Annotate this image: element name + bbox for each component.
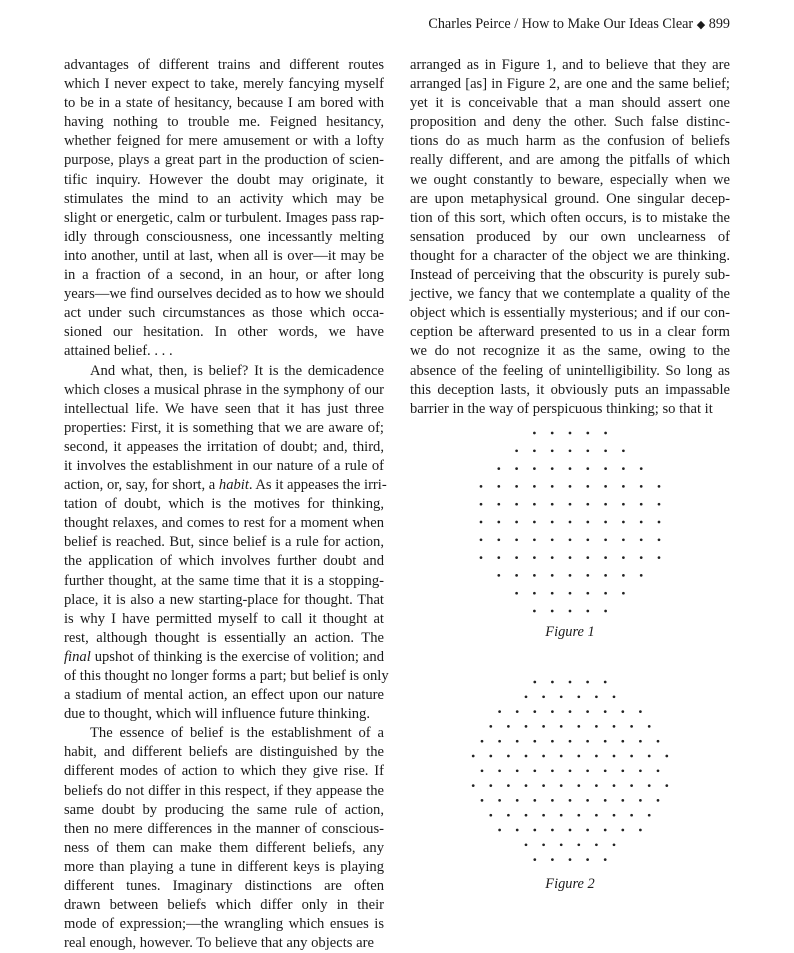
dot-mark [551,610,554,613]
dot-mark [604,467,607,470]
dot-mark [551,521,554,524]
dot-mark [560,755,563,758]
dot-mark [497,538,500,541]
dot-mark [551,740,554,743]
text-line: advantages of different trains and different routes [64,57,384,73]
dot-mark [560,725,563,728]
dot-mark [604,610,607,613]
dot-mark [639,829,642,832]
text-line: ception be afterward presented to us in a clear form [410,324,730,341]
dot-mark [630,814,633,817]
dot-mark [569,432,572,435]
dot-mark [516,799,519,802]
dot-mark [622,521,625,524]
text-line: The essence of belief is the establishment of a [90,725,384,742]
figure-1-caption: Figure 1 [545,624,595,640]
dot-mark [586,556,589,559]
dot-mark [604,769,607,772]
text-line: thought for a character of the object we are thinking. [410,247,730,264]
dot-mark [586,449,589,452]
dot-mark [569,799,572,802]
text-line: Instead of perceiving that the obscurity is purely sub- [410,267,730,284]
dot-mark [622,449,625,452]
dot-mark [613,755,616,758]
dot-mark [621,769,624,772]
dot-mark [640,503,643,506]
dot-mark [533,485,536,488]
dot-mark [569,681,572,684]
text-line: having nothing to trouble me. Feigned hesitancy, [64,114,384,131]
page-number: 899 [708,16,730,32]
dot-mark [533,769,536,772]
dot-mark [551,432,554,435]
dot-mark [658,521,661,524]
text-line: further thought, at the same time that it is a stopping- [64,572,384,589]
dot-mark [586,485,589,488]
dot-mark [533,449,536,452]
dot-mark [569,556,572,559]
dot-mark [551,538,554,541]
dot-mark [622,574,625,577]
text-line: ness of them can make them different beliefs, any [64,839,384,856]
text-line: drawn between beliefs which differ only in their [64,897,384,914]
text-line: intellectual life. We have seen that it has just three [64,400,384,417]
dot-mark [516,710,519,713]
dot-mark [640,521,643,524]
header-separator: / [514,16,519,32]
dot-mark [586,769,589,772]
text-line: And what, then, is belief? It is the demicadence [90,362,384,379]
dot-mark [569,610,572,613]
dot-mark [604,799,607,802]
dot-mark [497,521,500,524]
figure-1-dots [410,424,730,620]
dot-mark [515,521,518,524]
dot-mark [604,829,607,832]
text-line: attained belief. . . . [64,343,173,360]
dot-mark [515,485,518,488]
text-line: belief is reached. But, since belief is a rule for action, [64,534,384,551]
dot-mark [630,725,633,728]
text-line: mode of expression;—the wrangling which ensues is [64,916,384,933]
dot-mark [542,755,545,758]
text-line: sensation produced by our own unclearness of [410,228,730,245]
text-line: stimulates the mind to an activity which may be [64,190,384,207]
text-line: we ought constantly to beware, especially when we [410,171,730,188]
left-column [64,56,389,953]
dot-mark [604,503,607,506]
text-line: tation of doubt, which is the motives for thinking, [64,496,384,513]
dot-mark [595,784,598,787]
dot-mark [481,799,484,802]
dot-mark [604,710,607,713]
dot-mark [586,610,589,613]
dot-mark [604,485,607,488]
dot-mark [639,799,642,802]
dot-mark [604,556,607,559]
running-header [410,16,730,33]
dot-mark [551,574,554,577]
dot-mark [640,574,643,577]
figure-2-caption: Figure 2 [545,876,595,892]
dot-mark [586,858,589,861]
text-line: proposition and deny the other. Such false distinc- [410,114,730,131]
dot-mark [507,814,510,817]
dot-mark [515,556,518,559]
dot-mark [525,725,528,728]
dot-mark [640,538,643,541]
text-line: act under such circumstances as those which occa- [64,305,384,322]
dot-mark [577,725,580,728]
right-column [410,56,730,419]
text-line: rest, although thought is essentially an action. The [64,629,384,646]
dot-mark [648,784,651,787]
text-line: different modes of action to which they give rise. If [64,763,384,780]
dot-mark [639,769,642,772]
dot-mark [569,574,572,577]
dot-mark [595,725,598,728]
dot-mark [577,814,580,817]
dot-mark [630,784,633,787]
dot-mark [604,449,607,452]
text-line: really different, and are among the pitfalls of which [410,152,730,169]
text-line: this deception lasts, it obviously puts an impassable [410,381,730,398]
text-line: barrier in the way of perspicuous thinking; so that it [410,400,713,417]
dot-mark [525,755,528,758]
text-line: then no mere differences in the manner of conscious- [64,820,384,837]
dot-mark [569,740,572,743]
dot-mark [480,485,483,488]
dot-mark [648,814,651,817]
dot-mark [480,556,483,559]
dot-mark [595,755,598,758]
dot-mark [507,725,510,728]
dot-mark [577,755,580,758]
text-line: to be in a state of hesitancy, because I am bored with [64,95,384,112]
dot-mark [640,485,643,488]
dot-mark [472,755,475,758]
dot-mark [586,538,589,541]
dot-mark [498,710,501,713]
dot-mark [604,740,607,743]
text-line: final upshot of thinking is the exercise of volition; and [64,648,384,665]
text-line: sioned our hesitation. In other words, we have [64,324,384,341]
dot-mark [621,740,624,743]
text-line: we do not recognize it as the same, owing to the [410,343,730,360]
text-line: in a fraction of a second, in an hour, or after long [64,267,384,284]
dot-mark [569,449,572,452]
text-line: different tunes. Imaginary distinctions are often [64,878,384,895]
dot-mark [569,485,572,488]
text-line: object which is essentially mysterious; and if our con- [410,305,730,322]
dot-mark [542,725,545,728]
dot-mark [489,814,492,817]
dot-mark [533,829,536,832]
dot-mark [560,843,563,846]
dot-mark [497,467,500,470]
dot-mark [658,538,661,541]
dot-mark [533,610,536,613]
dot-mark [586,740,589,743]
text-line: is why I have permitted myself to call it thought at [64,610,384,627]
dot-mark [533,521,536,524]
dot-mark [551,503,554,506]
dot-mark [569,592,572,595]
dot-mark [569,538,572,541]
text-line: of this thought no longer forms a part; but belief is only [64,668,389,684]
dot-mark [586,829,589,832]
dot-mark [551,681,554,684]
text-line: tion of this sort, which often occurs, is to mistake the [410,209,730,226]
text-line: slight or energetic, calm or turbulent. Images pass rap- [64,209,384,226]
dot-mark [525,814,528,817]
text-line: yet it is conceivable that a man should assert one [410,95,730,112]
dot-mark [481,769,484,772]
dot-mark [577,784,580,787]
dot-mark [586,592,589,595]
dot-mark [525,784,528,787]
dot-mark [604,681,607,684]
text-line: jective, we fancy that we contemplate a quality of the [410,286,730,303]
dot-mark [577,695,580,698]
dot-mark [525,843,528,846]
text-line: tific inquiry. However the doubt may originate, it [64,171,384,188]
text-line: years—we find ourselves decided as to how we should [64,286,385,303]
dot-mark [569,467,572,470]
dot-mark [586,574,589,577]
dot-mark [560,695,563,698]
dot-mark [551,829,554,832]
dot-mark [551,799,554,802]
dot-mark [551,467,554,470]
text-line: idly through consciousness, one incessantly melting [64,228,384,245]
dot-mark [622,467,625,470]
text-line: the application of which involves further doubt and [64,553,384,570]
dot-mark [613,814,616,817]
dot-mark [639,710,642,713]
text-line: which I never expect to take, merely fancying myself [64,76,384,93]
text-line: arranged as in Figure 1, and to believe that they are [410,57,730,73]
dot-mark [569,829,572,832]
text-line: more than playing a tune in different keys is playing [64,858,384,875]
text-line: whether feigned for mere amusement or with a lofty [64,133,384,150]
dot-mark [621,710,624,713]
dot-mark [525,695,528,698]
dot-mark [640,467,643,470]
dot-mark [533,858,536,861]
dot-mark [533,799,536,802]
text-line: purpose, plays a great part in the production of scien- [64,152,384,169]
figure-2-dots [410,676,730,868]
text-line: second, it appeases the irritation of doubt; and, third, [64,438,384,455]
dot-mark [622,503,625,506]
text-line: are upon metaphysical ground. One singular decep- [410,190,730,207]
dot-mark [658,503,661,506]
dot-mark [480,503,483,506]
dot-mark [621,799,624,802]
dot-mark [639,740,642,743]
dot-mark [569,769,572,772]
dot-mark [489,784,492,787]
dot-mark [569,521,572,524]
dot-mark [507,755,510,758]
dot-mark [622,485,625,488]
text-line: thought relaxes, and comes to rest for a moment when [64,515,384,532]
text-line: real enough, however. To believe that any objects are [64,935,374,952]
text-line: a stadium of mental action, an effect upon our nature [64,687,384,704]
dot-mark [533,467,536,470]
dot-mark [613,725,616,728]
dot-mark [657,769,660,772]
dot-mark [497,503,500,506]
dot-mark [604,592,607,595]
dot-mark [604,858,607,861]
dot-mark [497,485,500,488]
dot-mark [533,710,536,713]
dot-mark [515,538,518,541]
text-line: beliefs do not differ in this respect, if they appease the [64,782,384,799]
dot-mark [604,538,607,541]
header-ornament-icon: ◆ [696,19,706,31]
dot-mark [507,784,510,787]
text-line: tions do as much harm as the confusion of beliefs [410,133,730,150]
dot-mark [533,432,536,435]
dot-mark [480,538,483,541]
dot-mark [498,799,501,802]
dot-mark [595,843,598,846]
text-line: action, or, say, for short, a habit. As it appeases the irri- [64,477,387,494]
dot-mark [621,829,624,832]
text-line: due to thought, which will influence future thinking. [64,706,371,723]
dot-mark [515,592,518,595]
dot-mark [551,592,554,595]
dot-mark [622,538,625,541]
dot-mark [595,814,598,817]
dot-mark [630,755,633,758]
dot-mark [586,521,589,524]
dot-mark [542,784,545,787]
dot-mark [658,556,661,559]
dot-mark [489,755,492,758]
dot-mark [586,503,589,506]
dot-mark [515,449,518,452]
dot-mark [551,449,554,452]
dot-mark [586,432,589,435]
dot-mark [665,784,668,787]
text-line: place, it is also a new starting-place for thought. That [64,591,384,608]
dot-mark [551,710,554,713]
dot-mark [472,784,475,787]
dot-mark [665,755,668,758]
dot-mark [542,814,545,817]
dot-mark [604,432,607,435]
dot-mark [658,485,661,488]
dot-mark [604,521,607,524]
dot-mark [516,769,519,772]
dot-mark [657,799,660,802]
header-title: How to Make Our Ideas Clear [521,16,694,32]
dot-mark [560,784,563,787]
dot-mark [648,755,651,758]
dot-mark [551,858,554,861]
text-line: it involves the establishment in our nature of a rule of [64,457,384,474]
dot-mark [586,799,589,802]
dot-mark [480,521,483,524]
dot-mark [622,556,625,559]
text-line: which closes a musical phrase in the symphony of our [64,381,384,398]
text-line: absence of the feeling of unintelligibility. So long as [410,362,730,379]
dot-mark [613,784,616,787]
dot-mark [515,467,518,470]
dot-mark [586,681,589,684]
dot-mark [515,574,518,577]
dot-mark [497,556,500,559]
text-line: properties: First, it is something that we are aware of; [64,419,384,436]
dot-mark [613,843,616,846]
dot-mark [569,858,572,861]
dot-mark [533,681,536,684]
dot-mark [542,843,545,846]
dot-mark [551,556,554,559]
dot-mark [533,592,536,595]
dot-mark [533,503,536,506]
dot-mark [498,829,501,832]
header-author: Charles Peirce [428,16,511,32]
dot-mark [533,538,536,541]
dot-mark [586,467,589,470]
dot-mark [586,710,589,713]
dot-mark [516,829,519,832]
dot-mark [551,485,554,488]
dot-mark [657,740,660,743]
dot-mark [613,695,616,698]
dot-mark [648,725,651,728]
text-line: same doubt by producing the same rule of action, [64,801,384,818]
dot-mark [542,695,545,698]
text-line: habit, and different beliefs are distinguished by the [64,744,384,761]
dot-mark [569,710,572,713]
dot-mark [516,740,519,743]
dot-mark [551,769,554,772]
text-line: into another, until at last, when all is over—it may be [64,247,384,264]
dot-mark [497,574,500,577]
dot-mark [533,740,536,743]
dot-mark [604,574,607,577]
dot-mark [498,740,501,743]
dot-mark [533,556,536,559]
dot-mark [498,769,501,772]
dot-mark [481,740,484,743]
dot-mark [622,592,625,595]
dot-mark [560,814,563,817]
dot-mark [515,503,518,506]
dot-mark [640,556,643,559]
dot-mark [533,574,536,577]
dot-mark [595,695,598,698]
dot-mark [489,725,492,728]
dot-mark [577,843,580,846]
text-line: arranged [as] in Figure 2, are one and the same belief; [410,76,730,93]
dot-mark [569,503,572,506]
